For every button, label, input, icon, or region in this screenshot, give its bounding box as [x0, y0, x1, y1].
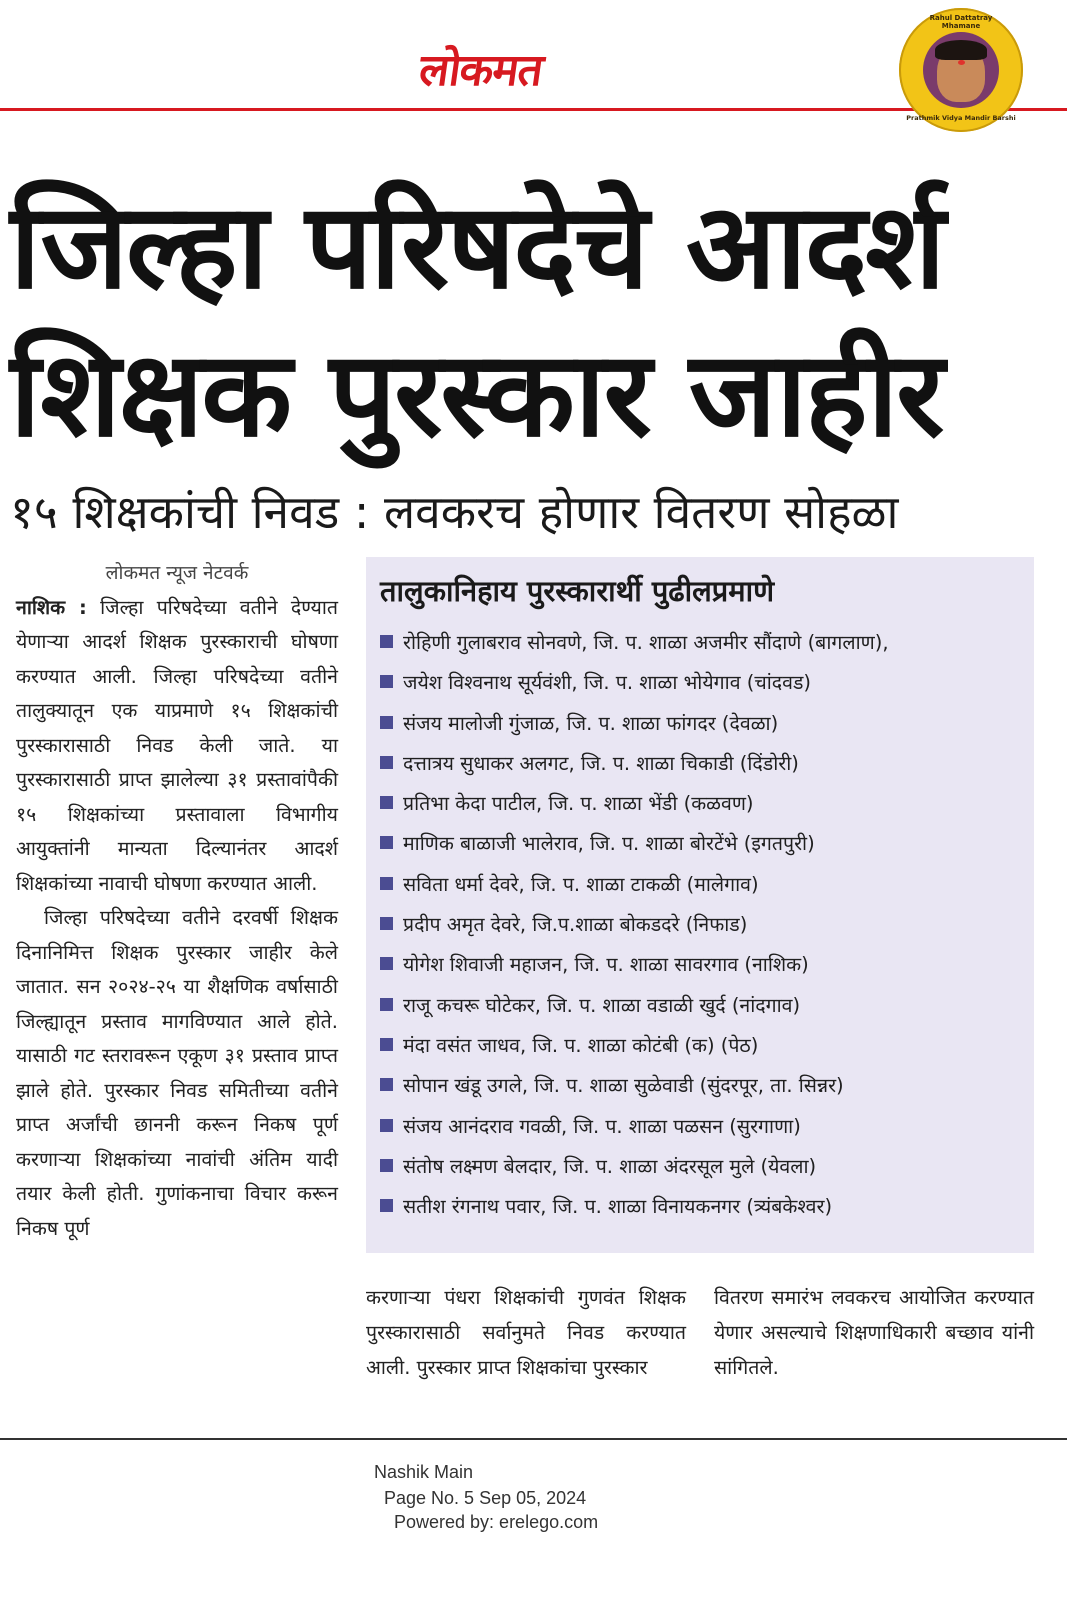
badge-arc-bottom-text: Prathmik Vidya Mandir Barshi — [906, 114, 1016, 122]
list-item-text: प्रदीप अमृत देवरे, जि.प.शाळा बोकडदरे (निफाड) — [403, 913, 748, 937]
article-paragraph-2: जिल्हा परिषदेच्या वतीने दरवर्षी शिक्षक दिनानिमित्त शिक्षक पुरस्कार जाहीर केले जातात. सन २०२४-२५ या शैक्षणिक वर्षासाठी जिल्ह्यातून प्रस्ताव मागविण्यात आले होते. यासाठी गट स्तरावरून एकूण ३१ प्रस्ताव प्राप्त झाले होते. पुरस्कार निवड समितीच्या वतीने प्राप्त अर्जांची छाननी करून निकष पूर्ण करणाऱ्या शिक्षकांच्या नावांची अंतिम यादी तयार केली होती. गुणांकनाचा विचार करून निकष पूर्ण — [16, 906, 338, 1240]
list-item-text: दत्तात्रय सुधाकर अलगट, जि. प. शाळा चिकाडी (दिंडोरी) — [403, 751, 799, 775]
masthead-divider — [0, 108, 1067, 111]
square-bullet-icon — [380, 917, 393, 930]
square-bullet-icon — [380, 1078, 393, 1091]
article-paragraph-1-text: जिल्हा परिषदेच्या वतीने देण्यात येणाऱ्या आदर्श शिक्षक पुरस्काराची घोषणा करण्यात आली. जिल्हा परिषदेच्या वतीने तालुक्यातून एक याप्रमाणे १५ शिक्षकांची पुरस्कारासाठी निवड केली जाते. या पुरस्कारासाठी प्राप्त झालेल्या ३१ प्रस्तावांपैकी १५ शिक्षकांच्या प्रस्तावाला विभागीय आयुक्तांनी मान्यता दिल्यानंतर आदर्श शिक्षकांच्या नावाची घोषणा करण्यात आली. — [16, 595, 338, 895]
headline-line-2: शिक्षक पुरस्कार जाहीर — [10, 325, 943, 463]
list-item — [380, 784, 889, 824]
square-bullet-icon — [380, 675, 393, 688]
list-item-text: सतीश रंगनाथ पवार, जि. प. शाळा विनायकनगर (त्र्यंबकेश्वर) — [403, 1195, 833, 1219]
list-item — [380, 704, 889, 744]
list-item-text: जयेश विश्वनाथ सूर्यवंशी, जि. प. शाळा भोयेगाव (चांदवड) — [403, 671, 812, 695]
square-bullet-icon — [380, 1159, 393, 1172]
footer-divider — [0, 1438, 1067, 1440]
list-item — [380, 824, 889, 864]
list-item-text: राजू कचरू घोटेकर, जि. प. शाळा वडाळी खुर्द (नांदगाव) — [403, 993, 801, 1017]
headline-line-1: जिल्हा परिषदेचे आदर्श — [10, 177, 944, 315]
square-bullet-icon — [380, 716, 393, 729]
awardees-box-title: तालुकानिहाय पुरस्कारार्थी पुढीलप्रमाणे — [380, 574, 775, 608]
square-bullet-icon — [380, 877, 393, 890]
awardees-box — [366, 557, 1034, 1253]
article-left-column — [16, 556, 338, 1246]
list-item-text: माणिक बाळाजी भालेराव, जि. प. शाळा बोरटेंभे (इगतपुरी) — [403, 832, 815, 856]
byline: लोकमत न्यूज नेटवर्क — [105, 562, 249, 584]
profile-photo — [923, 32, 999, 108]
list-item-text: प्रतिभा केदा पाटील, जि. प. शाळा भेंडी (कळवण) — [403, 792, 754, 816]
headline — [10, 172, 1050, 468]
list-item-text: योगेश शिवाजी महाजन, जि. प. शाळा सावरगाव (नाशिक) — [403, 953, 809, 977]
lokmat-logo: लोकमत — [416, 45, 546, 96]
list-item-text: सविता धर्मा देवरे, जि. प. शाळा टाकळी (मालेगाव) — [403, 872, 759, 896]
page-date-label: Page No. 5 Sep 05, 2024 — [384, 1488, 587, 1508]
square-bullet-icon — [380, 1038, 393, 1051]
list-item-text: मंदा वसंत जाधव, जि. प. शाळा कोटंबी (क) (पेठ) — [403, 1033, 759, 1057]
square-bullet-icon — [380, 836, 393, 849]
list-item — [380, 623, 889, 663]
list-item-text: संतोष लक्ष्मण बेलदार, जि. प. शाळा अंदरसूल मुले (येवला) — [403, 1154, 817, 1178]
square-bullet-icon — [380, 1199, 393, 1212]
list-item — [380, 945, 889, 985]
list-item-text: संजय आनंदराव गवळी, जि. प. शाळा पळसन (सुरगाणा) — [403, 1114, 801, 1138]
square-bullet-icon — [380, 796, 393, 809]
list-item-text: रोहिणी गुलाबराव सोनवणे, जि. प. शाळा अजमीर सौंदाणे (बागलाण), — [403, 631, 889, 654]
article-right-column: वितरण समारंभ लवकरच आयोजित करण्यात येणार असल्याचे शिक्षणाधिकारी बच्छाव यांनी सांगितले. — [714, 1286, 1034, 1379]
hair-shape — [935, 40, 987, 60]
list-item — [380, 663, 889, 703]
square-bullet-icon — [380, 998, 393, 1011]
list-item-text: संजय मालोजी गुंजाळ, जि. प. शाळा फांगदर (देवळा) — [403, 711, 779, 735]
subheadline: १५ शिक्षकांची निवड : लवकरच होणार वितरण सोहळा — [10, 485, 899, 539]
list-item — [380, 865, 889, 905]
list-item — [380, 1107, 889, 1147]
list-item — [380, 986, 889, 1026]
tilak-mark — [958, 60, 965, 65]
edition-label: Nashik Main — [374, 1462, 474, 1482]
profile-badge — [899, 8, 1023, 132]
square-bullet-icon — [380, 957, 393, 970]
awardees-list — [380, 623, 889, 1227]
list-item — [380, 1187, 889, 1227]
list-item — [380, 744, 889, 784]
list-item — [380, 1026, 889, 1066]
list-item-text: सोपान खंडू उगले, जि. प. शाळा सुळेवाडी (सुंदरपूर, ता. सिन्नर) — [403, 1074, 844, 1098]
square-bullet-icon — [380, 1119, 393, 1132]
article-paragraph-1 — [16, 591, 338, 902]
square-bullet-icon — [380, 635, 393, 648]
list-item — [380, 905, 889, 945]
powered-by-link[interactable]: Powered by: erelego.com — [394, 1512, 599, 1532]
badge-arc-top-text: Rahul Dattatray Mhamane — [929, 14, 993, 30]
dateline: नाशिक : — [16, 595, 87, 619]
list-item — [380, 1066, 889, 1106]
list-item — [380, 1147, 889, 1187]
article-middle-column: करणाऱ्या पंधरा शिक्षकांची गुणवंत शिक्षक पुरस्कारासाठी सर्वानुमते निवड करण्यात आली. पुरस्कार प्राप्त शिक्षकांचा पुरस्कार — [366, 1286, 686, 1379]
square-bullet-icon — [380, 756, 393, 769]
